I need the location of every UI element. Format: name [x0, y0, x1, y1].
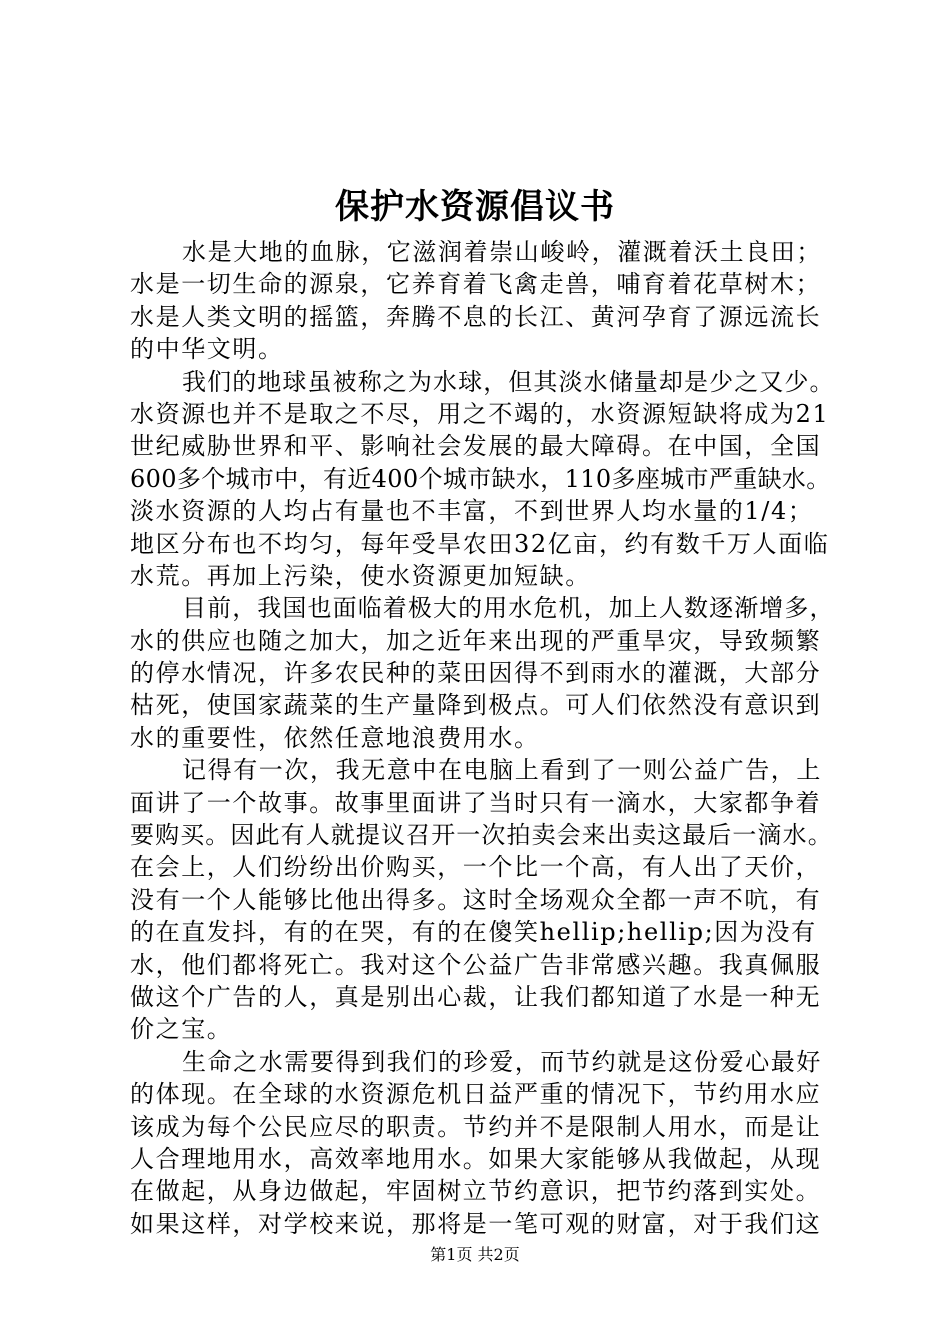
document-title: 保护水资源倡议书: [335, 187, 615, 227]
text-line: 水荒。再加上污染，使水资源更加短缺。: [130, 561, 591, 590]
text-line: 要购买。因此有人就提议召开一次拍卖会来出卖这最后一滴水。: [130, 821, 833, 850]
text-line: 水是大地的血脉，它滋润着崇山峻岭，灌溉着沃土良田；: [182, 238, 822, 266]
text-line: 水的重要性，依然任意地浪费用水。: [130, 723, 540, 752]
text-line: 的在直发抖，有的在哭，有的在傻笑hellip;hellip;因为没有: [130, 918, 817, 947]
text-line: 做这个广告的人，真是别出心裁，让我们都知道了水是一种无: [130, 982, 822, 1011]
text-line: 记得有一次，我无意中在电脑上看到了一则公益广告，上: [182, 756, 822, 785]
text-line: 世纪威胁世界和平、影响社会发展的最大障碍。在中国，全国: [130, 432, 822, 461]
text-line: 的停水情况，许多农民种的菜田因得不到雨水的灌溉，大部分: [130, 659, 822, 688]
page-footer: 第1页 共2页: [430, 1245, 520, 1264]
text-line: 该成为每个公民应尽的职责。节约并不是限制人用水，而是让: [130, 1112, 822, 1141]
text-line: 人合理地用水，高效率地用水。如果大家能够从我做起，从现: [130, 1144, 822, 1173]
text-line: 我们的地球虽被称之为水球，但其淡水储量却是少之又少。: [182, 367, 835, 396]
document-body: [130, 236, 835, 1240]
text-line: 生命之水需要得到我们的珍爱，而节约就是这份爱心最好: [182, 1047, 822, 1076]
text-line: 在做起，从身边做起，牢固树立节约意识，把节约落到实处。: [130, 1177, 822, 1206]
text-line: 水资源也并不是取之不尽，用之不竭的，水资源短缺将成为21: [130, 399, 830, 428]
text-line: 在会上，人们纷纷出价购买，一个比一个高，有人出了天价，: [130, 853, 822, 882]
text-line: 目前，我国也面临着极大的用水危机，加上人数逐渐增多，: [182, 594, 835, 623]
text-line: 的中华文明。: [130, 335, 284, 364]
text-line: 如果这样，对学校来说，那将是一笔可观的财富，对于我们这: [130, 1209, 822, 1238]
text-line: 枯死，使国家蔬菜的生产量降到极点。可人们依然没有意识到: [130, 691, 822, 720]
text-line: 水是一切生命的源泉，它养育着飞禽走兽，哺育着花草树木；: [130, 270, 822, 299]
text-line: 600多个城市中，有近400个城市缺水，110多座城市严重缺水。: [130, 464, 831, 493]
text-line: 地区分布也不均匀，每年受旱农田32亿亩，约有数千万人面临: [130, 529, 830, 558]
text-line: 面讲了一个故事。故事里面讲了当时只有一滴水，大家都争着: [130, 788, 822, 817]
text-line: 淡水资源的人均占有量也不丰富，不到世界人均水量的1/4；: [130, 497, 814, 526]
text-line: 的体现。在全球的水资源危机日益严重的情况下，节约用水应: [130, 1080, 822, 1109]
text-line: 价之宝。: [130, 1015, 233, 1044]
text-line: 水，他们都将死亡。我对这个公益广告非常感兴趣。我真佩服: [130, 950, 822, 979]
text-line: 水是人类文明的摇篮，奔腾不息的长江、黄河孕育了源远流长: [130, 302, 822, 331]
text-line: 水的供应也随之加大，加之近年来出现的严重旱灾，导致频繁: [130, 626, 822, 655]
text-line: 没有一个人能够比他出得多。这时全场观众全都一声不吭，有: [130, 885, 822, 914]
